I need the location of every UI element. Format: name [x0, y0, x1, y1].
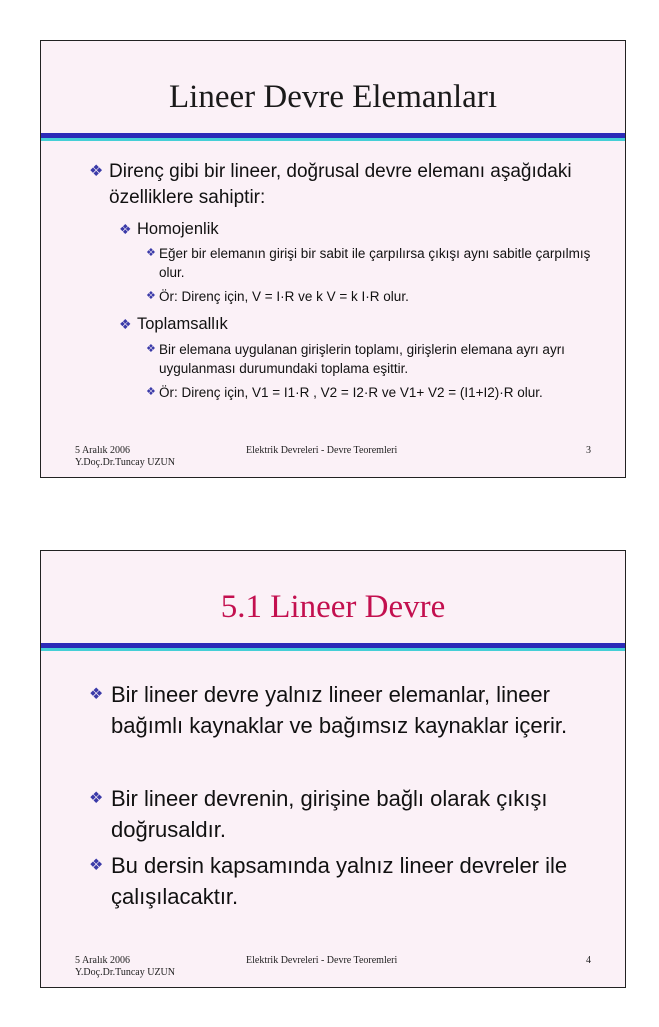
bullet-item	[146, 383, 601, 402]
diamond-bullet-icon: ❖	[119, 221, 132, 237]
bullet-text: Toplamsallık	[137, 315, 228, 333]
diamond-bullet-icon: ❖	[119, 316, 132, 332]
diamond-bullet-icon: ❖	[146, 343, 156, 355]
slide-4	[40, 550, 626, 988]
footer-page-number: 4	[586, 955, 591, 966]
bullet-item	[146, 287, 601, 306]
bullet-text: Ör: Direnç için, V = I·R ve k V = k I·R olur.	[159, 289, 409, 304]
diamond-bullet-icon: ❖	[146, 386, 156, 398]
diamond-bullet-icon: ❖	[146, 247, 156, 259]
bullet-item	[146, 340, 601, 378]
footer-page-number: 3	[586, 445, 591, 456]
footer-course: Elektrik Devreleri - Devre Teoremleri	[246, 445, 398, 456]
diamond-bullet-icon: ❖	[89, 163, 104, 180]
diamond-bullet-icon: ❖	[89, 857, 104, 874]
bullet-item	[89, 159, 589, 211]
title-rule-light	[41, 648, 625, 651]
bullet-text: Eğer bir elemanın girişi bir sabit ile çarpılırsa çıkışı aynı sabitle çarpılmış olur.	[159, 246, 591, 280]
slide-3	[40, 40, 626, 478]
bullet-text: Bu dersin kapsamında yalnız lineer devreler ile çalışılacaktır.	[111, 853, 568, 909]
bullet-text: Direnç gibi bir lineer, doğrusal devre elemanı aşağıdaki özelliklere sahiptir:	[109, 161, 572, 208]
diamond-bullet-icon: ❖	[89, 790, 104, 807]
bullet-text: Ör: Direnç için, V1 = I1·R , V2 = I2·R ve V1+ V2 = (I1+I2)·R olur.	[159, 385, 543, 400]
slide-title: Lineer Devre Elemanları	[169, 79, 497, 115]
footer-date-author	[75, 445, 175, 469]
bullet-item	[89, 679, 589, 741]
diamond-bullet-icon: ❖	[146, 290, 156, 302]
footer-date-author	[75, 955, 175, 979]
bullet-item	[89, 850, 589, 912]
bullet-item	[146, 244, 601, 282]
bullet-item	[89, 783, 589, 845]
footer-course: Elektrik Devreleri - Devre Teoremleri	[246, 955, 398, 966]
bullet-text: Bir lineer devre yalnız lineer elemanlar, lineer bağımlı kaynaklar ve bağımsız kaynaklar içerir.	[111, 682, 568, 738]
diamond-bullet-icon: ❖	[89, 686, 104, 703]
bullet-text: Bir elemana uygulanan girişlerin toplamı, girişlerin elemana ayrı ayrı uygulanması durumundaki toplama eşittir.	[159, 342, 565, 376]
slide-title: 5.1 Lineer Devre	[220, 589, 446, 625]
title-rule-light	[41, 138, 625, 141]
bullet-text: Homojenlik	[137, 220, 219, 238]
footer-date: 5 Aralık 2006	[75, 955, 130, 966]
bullet-item	[119, 218, 559, 240]
footer-author: Y.Doç.Dr.Tuncay UZUN	[75, 457, 175, 468]
footer-date: 5 Aralık 2006	[75, 445, 130, 456]
footer-author: Y.Doç.Dr.Tuncay UZUN	[75, 967, 175, 978]
bullet-text: Bir lineer devrenin, girişine bağlı olarak çıkışı doğrusaldır.	[111, 786, 548, 842]
bullet-item	[119, 313, 559, 335]
